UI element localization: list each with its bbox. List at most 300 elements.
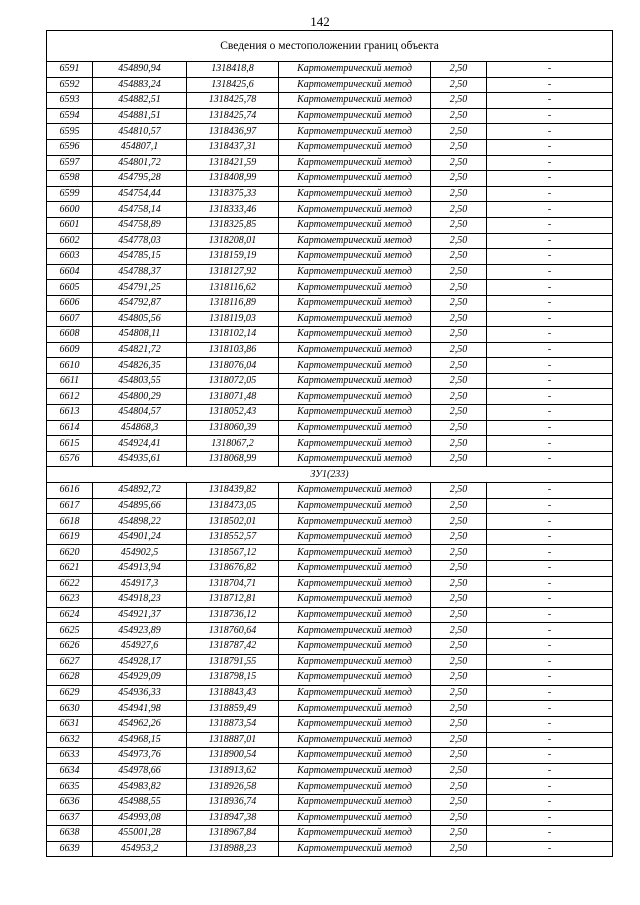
table-row: [47, 670, 613, 686]
method-cell: Картометрический метод: [279, 607, 431, 623]
accuracy-cell: 2,50: [431, 576, 487, 592]
description-cell: -: [487, 171, 613, 187]
x-coordinate-cell: 454890,94: [93, 62, 187, 78]
accuracy-cell: 2,50: [431, 607, 487, 623]
accuracy-cell: 2,50: [431, 826, 487, 842]
method-cell: Картометрический метод: [279, 654, 431, 670]
point-number-cell: 6591: [47, 62, 93, 78]
point-number-cell: 6610: [47, 358, 93, 374]
method-cell: Картометрический метод: [279, 623, 431, 639]
y-coordinate-cell: 1318068,99: [187, 451, 279, 467]
table-row: [47, 685, 613, 701]
method-cell: Картометрический метод: [279, 389, 431, 405]
accuracy-cell: 2,50: [431, 389, 487, 405]
point-number-cell: 6631: [47, 716, 93, 732]
x-coordinate-cell: 454800,29: [93, 389, 187, 405]
method-cell: Картометрический метод: [279, 514, 431, 530]
point-number-cell: 6593: [47, 93, 93, 109]
x-coordinate-cell: 454791,25: [93, 280, 187, 296]
point-number-cell: 6632: [47, 732, 93, 748]
y-coordinate-cell: 1318116,62: [187, 280, 279, 296]
method-cell: Картометрический метод: [279, 592, 431, 608]
accuracy-cell: 2,50: [431, 716, 487, 732]
y-coordinate-cell: 1318439,82: [187, 483, 279, 499]
point-number-cell: 6625: [47, 623, 93, 639]
x-coordinate-cell: 454936,33: [93, 685, 187, 701]
y-coordinate-cell: 1318736,12: [187, 607, 279, 623]
point-number-cell: 6639: [47, 841, 93, 857]
x-coordinate-cell: 454988,55: [93, 794, 187, 810]
point-number-cell: 6595: [47, 124, 93, 140]
accuracy-cell: 2,50: [431, 483, 487, 499]
x-coordinate-cell: 454941,98: [93, 701, 187, 717]
x-coordinate-cell: 454801,72: [93, 155, 187, 171]
description-cell: -: [487, 841, 613, 857]
point-number-cell: 6635: [47, 779, 93, 795]
table-row: [47, 342, 613, 358]
description-cell: -: [487, 654, 613, 670]
point-number-cell: 6605: [47, 280, 93, 296]
y-coordinate-cell: 1318712,81: [187, 592, 279, 608]
description-cell: -: [487, 202, 613, 218]
point-number-cell: 6606: [47, 295, 93, 311]
table-row: [47, 93, 613, 109]
description-cell: -: [487, 732, 613, 748]
method-cell: Картометрический метод: [279, 264, 431, 280]
y-coordinate-cell: 1318787,42: [187, 638, 279, 654]
table-row: [47, 358, 613, 374]
method-cell: Картометрический метод: [279, 638, 431, 654]
y-coordinate-cell: 1318552,57: [187, 529, 279, 545]
accuracy-cell: 2,50: [431, 794, 487, 810]
x-coordinate-cell: 454785,15: [93, 249, 187, 265]
method-cell: Картометрический метод: [279, 249, 431, 265]
y-coordinate-cell: 1318947,38: [187, 810, 279, 826]
table-row: [47, 763, 613, 779]
table-row: [47, 233, 613, 249]
x-coordinate-cell: 454953,2: [93, 841, 187, 857]
y-coordinate-cell: 1318325,85: [187, 217, 279, 233]
y-coordinate-cell: 1318159,19: [187, 249, 279, 265]
point-number-cell: 6602: [47, 233, 93, 249]
point-number-cell: 6598: [47, 171, 93, 187]
x-coordinate-cell: 454882,51: [93, 93, 187, 109]
y-coordinate-cell: 1318913,62: [187, 763, 279, 779]
accuracy-cell: 2,50: [431, 670, 487, 686]
description-cell: -: [487, 155, 613, 171]
x-coordinate-cell: 454917,3: [93, 576, 187, 592]
description-cell: -: [487, 545, 613, 561]
accuracy-cell: 2,50: [431, 451, 487, 467]
section-label: ЗУ1(233): [47, 467, 613, 483]
table-row: [47, 701, 613, 717]
point-number-cell: 6601: [47, 217, 93, 233]
y-coordinate-cell: 1318127,92: [187, 264, 279, 280]
point-number-cell: 6634: [47, 763, 93, 779]
table-row: [47, 295, 613, 311]
table-row: [47, 62, 613, 78]
method-cell: Картометрический метод: [279, 841, 431, 857]
y-coordinate-cell: 1318567,12: [187, 545, 279, 561]
accuracy-cell: 2,50: [431, 763, 487, 779]
y-coordinate-cell: 1318119,03: [187, 311, 279, 327]
x-coordinate-cell: 454918,23: [93, 592, 187, 608]
point-number-cell: 6636: [47, 794, 93, 810]
table-row: [47, 592, 613, 608]
method-cell: Картометрический метод: [279, 358, 431, 374]
y-coordinate-cell: 1318071,48: [187, 389, 279, 405]
accuracy-cell: 2,50: [431, 810, 487, 826]
description-cell: -: [487, 716, 613, 732]
accuracy-cell: 2,50: [431, 139, 487, 155]
x-coordinate-cell: 454795,28: [93, 171, 187, 187]
point-number-cell: 6633: [47, 748, 93, 764]
method-cell: Картометрический метод: [279, 810, 431, 826]
point-number-cell: 6615: [47, 436, 93, 452]
description-cell: -: [487, 249, 613, 265]
accuracy-cell: 2,50: [431, 108, 487, 124]
accuracy-cell: 2,50: [431, 623, 487, 639]
table-row: [47, 327, 613, 343]
y-coordinate-cell: 1318208,01: [187, 233, 279, 249]
table-row: [47, 389, 613, 405]
table-row: [47, 498, 613, 514]
accuracy-cell: 2,50: [431, 748, 487, 764]
description-cell: -: [487, 93, 613, 109]
point-number-cell: 6630: [47, 701, 93, 717]
table-row: [47, 451, 613, 467]
table-row: [47, 217, 613, 233]
y-coordinate-cell: 1318421,59: [187, 155, 279, 171]
point-number-cell: 6596: [47, 139, 93, 155]
description-cell: -: [487, 405, 613, 421]
description-cell: -: [487, 451, 613, 467]
accuracy-cell: 2,50: [431, 841, 487, 857]
accuracy-cell: 2,50: [431, 373, 487, 389]
accuracy-cell: 2,50: [431, 311, 487, 327]
table-row: [47, 779, 613, 795]
accuracy-cell: 2,50: [431, 405, 487, 421]
y-coordinate-cell: 1318887,01: [187, 732, 279, 748]
x-coordinate-cell: 454913,94: [93, 561, 187, 577]
description-cell: -: [487, 436, 613, 452]
point-number-cell: 6621: [47, 561, 93, 577]
accuracy-cell: 2,50: [431, 420, 487, 436]
y-coordinate-cell: 1318900,54: [187, 748, 279, 764]
point-number-cell: 6599: [47, 186, 93, 202]
table-row: [47, 576, 613, 592]
y-coordinate-cell: 1318072,05: [187, 373, 279, 389]
table-row: [47, 716, 613, 732]
method-cell: Картометрический метод: [279, 779, 431, 795]
table-row: [47, 202, 613, 218]
table-row: [47, 405, 613, 421]
method-cell: Картометрический метод: [279, 77, 431, 93]
x-coordinate-cell: 454792,87: [93, 295, 187, 311]
description-cell: -: [487, 763, 613, 779]
y-coordinate-cell: 1318704,71: [187, 576, 279, 592]
description-cell: -: [487, 295, 613, 311]
x-coordinate-cell: 454778,03: [93, 233, 187, 249]
y-coordinate-cell: 1318116,89: [187, 295, 279, 311]
method-cell: Картометрический метод: [279, 295, 431, 311]
y-coordinate-cell: 1318408,99: [187, 171, 279, 187]
point-number-cell: 6611: [47, 373, 93, 389]
x-coordinate-cell: 454821,72: [93, 342, 187, 358]
x-coordinate-cell: 454810,57: [93, 124, 187, 140]
x-coordinate-cell: 454898,22: [93, 514, 187, 530]
accuracy-cell: 2,50: [431, 592, 487, 608]
accuracy-cell: 2,50: [431, 171, 487, 187]
y-coordinate-cell: 1318425,78: [187, 93, 279, 109]
description-cell: -: [487, 561, 613, 577]
point-number-cell: 6614: [47, 420, 93, 436]
method-cell: Картометрический метод: [279, 685, 431, 701]
x-coordinate-cell: 454805,56: [93, 311, 187, 327]
point-number-cell: 6612: [47, 389, 93, 405]
method-cell: Картометрический метод: [279, 451, 431, 467]
method-cell: Картометрический метод: [279, 233, 431, 249]
x-coordinate-cell: 454928,17: [93, 654, 187, 670]
description-cell: -: [487, 420, 613, 436]
point-number-cell: 6626: [47, 638, 93, 654]
description-cell: -: [487, 139, 613, 155]
method-cell: Картометрический метод: [279, 826, 431, 842]
method-cell: Картометрический метод: [279, 420, 431, 436]
accuracy-cell: 2,50: [431, 202, 487, 218]
method-cell: Картометрический метод: [279, 93, 431, 109]
method-cell: Картометрический метод: [279, 373, 431, 389]
x-coordinate-cell: 454935,61: [93, 451, 187, 467]
accuracy-cell: 2,50: [431, 62, 487, 78]
x-coordinate-cell: 454983,82: [93, 779, 187, 795]
x-coordinate-cell: 454895,66: [93, 498, 187, 514]
description-cell: -: [487, 498, 613, 514]
accuracy-cell: 2,50: [431, 249, 487, 265]
table-row: [47, 545, 613, 561]
description-cell: -: [487, 670, 613, 686]
x-coordinate-cell: 454883,24: [93, 77, 187, 93]
method-cell: Картометрический метод: [279, 155, 431, 171]
point-number-cell: 6603: [47, 249, 93, 265]
x-coordinate-cell: 454901,24: [93, 529, 187, 545]
y-coordinate-cell: 1318760,64: [187, 623, 279, 639]
accuracy-cell: 2,50: [431, 436, 487, 452]
method-cell: Картометрический метод: [279, 794, 431, 810]
x-coordinate-cell: 454808,11: [93, 327, 187, 343]
description-cell: -: [487, 327, 613, 343]
x-coordinate-cell: 454881,51: [93, 108, 187, 124]
table-row: [47, 139, 613, 155]
point-number-cell: 6608: [47, 327, 93, 343]
y-coordinate-cell: 1318967,84: [187, 826, 279, 842]
accuracy-cell: 2,50: [431, 295, 487, 311]
point-number-cell: 6628: [47, 670, 93, 686]
description-cell: -: [487, 794, 613, 810]
accuracy-cell: 2,50: [431, 498, 487, 514]
y-coordinate-cell: 1318873,54: [187, 716, 279, 732]
method-cell: Картометрический метод: [279, 483, 431, 499]
point-number-cell: 6616: [47, 483, 93, 499]
method-cell: Картометрический метод: [279, 561, 431, 577]
x-coordinate-cell: 454826,35: [93, 358, 187, 374]
y-coordinate-cell: 1318102,14: [187, 327, 279, 343]
description-cell: -: [487, 233, 613, 249]
method-cell: Картометрический метод: [279, 327, 431, 343]
point-number-cell: 6620: [47, 545, 93, 561]
description-cell: -: [487, 514, 613, 530]
table-row: [47, 171, 613, 187]
table-row: [47, 249, 613, 265]
description-cell: -: [487, 483, 613, 499]
point-number-cell: 6576: [47, 451, 93, 467]
description-cell: -: [487, 748, 613, 764]
y-coordinate-cell: 1318502,01: [187, 514, 279, 530]
table-row: [47, 373, 613, 389]
table-row: [47, 529, 613, 545]
accuracy-cell: 2,50: [431, 701, 487, 717]
point-number-cell: 6618: [47, 514, 93, 530]
boundary-table-sheet: [46, 30, 612, 857]
description-cell: -: [487, 124, 613, 140]
point-number-cell: 6607: [47, 311, 93, 327]
x-coordinate-cell: 454892,72: [93, 483, 187, 499]
description-cell: -: [487, 826, 613, 842]
description-cell: -: [487, 389, 613, 405]
method-cell: Картометрический метод: [279, 545, 431, 561]
table-row: [47, 748, 613, 764]
table-row: [47, 732, 613, 748]
description-cell: -: [487, 264, 613, 280]
point-number-cell: 6623: [47, 592, 93, 608]
table-title: Сведения о местоположении границ объекта: [47, 31, 613, 62]
x-coordinate-cell: 454968,15: [93, 732, 187, 748]
table-row: [47, 561, 613, 577]
x-coordinate-cell: 454902,5: [93, 545, 187, 561]
x-coordinate-cell: 454924,41: [93, 436, 187, 452]
method-cell: Картометрический метод: [279, 342, 431, 358]
method-cell: Картометрический метод: [279, 748, 431, 764]
y-coordinate-cell: 1318333,46: [187, 202, 279, 218]
accuracy-cell: 2,50: [431, 545, 487, 561]
accuracy-cell: 2,50: [431, 155, 487, 171]
table-row: [47, 436, 613, 452]
method-cell: Картометрический метод: [279, 311, 431, 327]
description-cell: -: [487, 62, 613, 78]
description-cell: -: [487, 701, 613, 717]
description-cell: -: [487, 358, 613, 374]
x-coordinate-cell: 454993,08: [93, 810, 187, 826]
description-cell: -: [487, 576, 613, 592]
point-number-cell: 6613: [47, 405, 93, 421]
title-row: [47, 31, 613, 62]
table-row: [47, 623, 613, 639]
point-number-cell: 6624: [47, 607, 93, 623]
table-row: [47, 514, 613, 530]
method-cell: Картометрический метод: [279, 576, 431, 592]
point-number-cell: 6597: [47, 155, 93, 171]
x-coordinate-cell: 454754,44: [93, 186, 187, 202]
accuracy-cell: 2,50: [431, 327, 487, 343]
table-row: [47, 124, 613, 140]
y-coordinate-cell: 1318859,49: [187, 701, 279, 717]
description-cell: -: [487, 607, 613, 623]
description-cell: -: [487, 311, 613, 327]
table-row: [47, 311, 613, 327]
y-coordinate-cell: 1318425,74: [187, 108, 279, 124]
point-number-cell: 6609: [47, 342, 93, 358]
table-row: [47, 155, 613, 171]
x-coordinate-cell: 454803,55: [93, 373, 187, 389]
x-coordinate-cell: 454804,57: [93, 405, 187, 421]
y-coordinate-cell: 1318926,58: [187, 779, 279, 795]
x-coordinate-cell: 454929,09: [93, 670, 187, 686]
table-row: [47, 483, 613, 499]
method-cell: Картометрический метод: [279, 529, 431, 545]
y-coordinate-cell: 1318076,04: [187, 358, 279, 374]
method-cell: Картометрический метод: [279, 436, 431, 452]
accuracy-cell: 2,50: [431, 779, 487, 795]
x-coordinate-cell: 454758,14: [93, 202, 187, 218]
description-cell: -: [487, 342, 613, 358]
method-cell: Картометрический метод: [279, 186, 431, 202]
accuracy-cell: 2,50: [431, 732, 487, 748]
y-coordinate-cell: 1318067,2: [187, 436, 279, 452]
method-cell: Картометрический метод: [279, 716, 431, 732]
method-cell: Картометрический метод: [279, 124, 431, 140]
point-number-cell: 6604: [47, 264, 93, 280]
y-coordinate-cell: 1318103,86: [187, 342, 279, 358]
description-cell: -: [487, 638, 613, 654]
x-coordinate-cell: 454962,26: [93, 716, 187, 732]
method-cell: Картометрический метод: [279, 108, 431, 124]
method-cell: Картометрический метод: [279, 732, 431, 748]
description-cell: -: [487, 592, 613, 608]
method-cell: Картометрический метод: [279, 171, 431, 187]
accuracy-cell: 2,50: [431, 280, 487, 296]
point-number-cell: 6594: [47, 108, 93, 124]
point-number-cell: 6638: [47, 826, 93, 842]
point-number-cell: 6592: [47, 77, 93, 93]
point-number-cell: 6637: [47, 810, 93, 826]
point-number-cell: 6622: [47, 576, 93, 592]
y-coordinate-cell: 1318791,55: [187, 654, 279, 670]
method-cell: Картометрический метод: [279, 62, 431, 78]
x-coordinate-cell: 454927,6: [93, 638, 187, 654]
boundary-table: [46, 30, 613, 857]
y-coordinate-cell: 1318425,6: [187, 77, 279, 93]
y-coordinate-cell: 1318473,05: [187, 498, 279, 514]
description-cell: -: [487, 186, 613, 202]
method-cell: Картометрический метод: [279, 763, 431, 779]
y-coordinate-cell: 1318060,39: [187, 420, 279, 436]
description-cell: -: [487, 685, 613, 701]
method-cell: Картометрический метод: [279, 139, 431, 155]
page-number: 142: [310, 14, 330, 29]
point-number-cell: 6600: [47, 202, 93, 218]
description-cell: -: [487, 108, 613, 124]
description-cell: -: [487, 529, 613, 545]
description-cell: -: [487, 280, 613, 296]
table-row: [47, 654, 613, 670]
accuracy-cell: 2,50: [431, 217, 487, 233]
method-cell: Картометрический метод: [279, 498, 431, 514]
accuracy-cell: 2,50: [431, 124, 487, 140]
table-row: [47, 280, 613, 296]
accuracy-cell: 2,50: [431, 186, 487, 202]
y-coordinate-cell: 1318436,97: [187, 124, 279, 140]
table-row: [47, 108, 613, 124]
